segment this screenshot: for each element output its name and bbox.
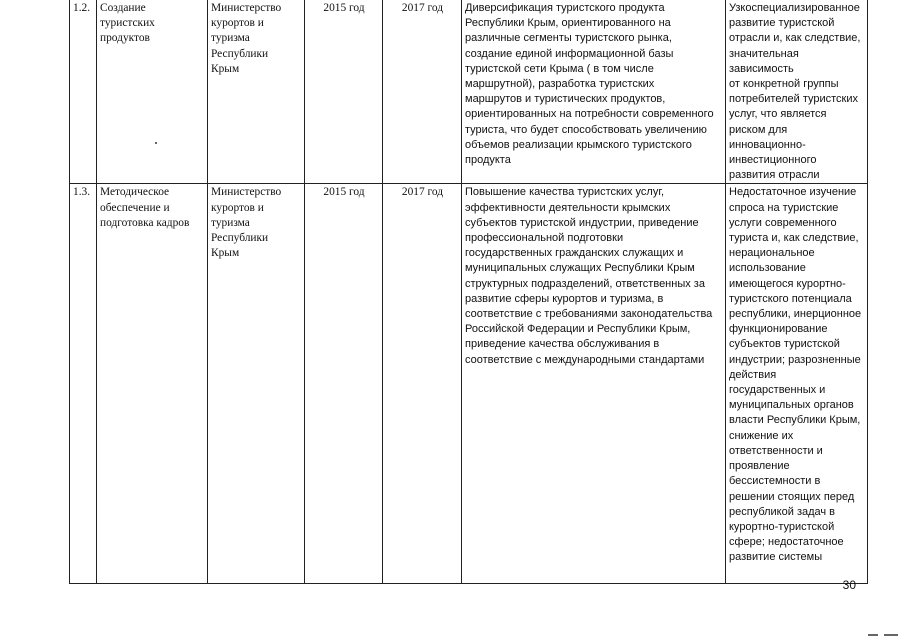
table-row xyxy=(70,0,868,184)
scan-speck xyxy=(868,634,878,636)
table-row xyxy=(70,184,868,584)
measure-name-cell: Методическое обеспечение и подготовка кадров xyxy=(97,184,208,584)
page-number: 30 xyxy=(842,578,856,592)
scan-speck xyxy=(155,142,157,144)
scan-speck xyxy=(884,634,898,636)
end-year-cell: 2017 год xyxy=(383,0,462,184)
executor-cell: Министерство курортов и туризма Республики Крым xyxy=(208,0,305,184)
content-cell: Диверсификация туристского продукта Республики Крым, ориентированного на различные сегменты туристского рынка, создание единой информационной базы туристской сети Крыма ( в том числе маршрутной), разработка туристских маршрутов и туристических продуктов, ориентированных на потребности современного туриста, что будет способствовать увеличению объемов реализации крымского туристского продукта xyxy=(462,0,726,184)
content-cell: Повышение качества туристских услуг, эффективности деятельности крымских субъектов туристской индустрии, приведение профессиональной подготовки государственных гражданских служащих и муниципальных служащих Республики Крым структурных подразделений, ответственных за развитие сферы курортов и туризма, в соответствие с требованиями законодательства Российской Федерации и Республики Крым, приведение качества обслуживания в соответствие с международными стандартами xyxy=(462,184,726,584)
start-year-cell: 2015 год xyxy=(305,184,383,584)
start-year-cell: 2015 год xyxy=(305,0,383,184)
end-year-cell: 2017 год xyxy=(383,184,462,584)
measure-name-cell: Создание туристских продуктов xyxy=(97,0,208,184)
program-measures-table xyxy=(69,0,868,584)
row-number-cell: 1.3. xyxy=(70,184,97,584)
risks-cell: Узкоспециализированное развитие туристской отрасли и, как следствие, значительная зависимость от конкретной группы потребителей туристских услуг, что является риском для инновационно- инвестиционного развития отрасли xyxy=(726,0,868,184)
executor-cell: Министерство курортов и туризма Республики Крым xyxy=(208,184,305,584)
risks-cell: Недостаточное изучение спроса на туристские услуги современного туриста и, как следствие, нерациональное использование имеющегося курортно- туристского потенциала республики, инерционное функционирование субъектов туристской индустрии; разрозненные действия государственных и муниципальных органов власти Республики Крым, снижение их ответственности и проявление бессистемности в решении стоящих перед республикой задач в курортно-туристской сфере; недостаточное развитие системы xyxy=(726,184,868,584)
row-number-cell: 1.2. xyxy=(70,0,97,184)
